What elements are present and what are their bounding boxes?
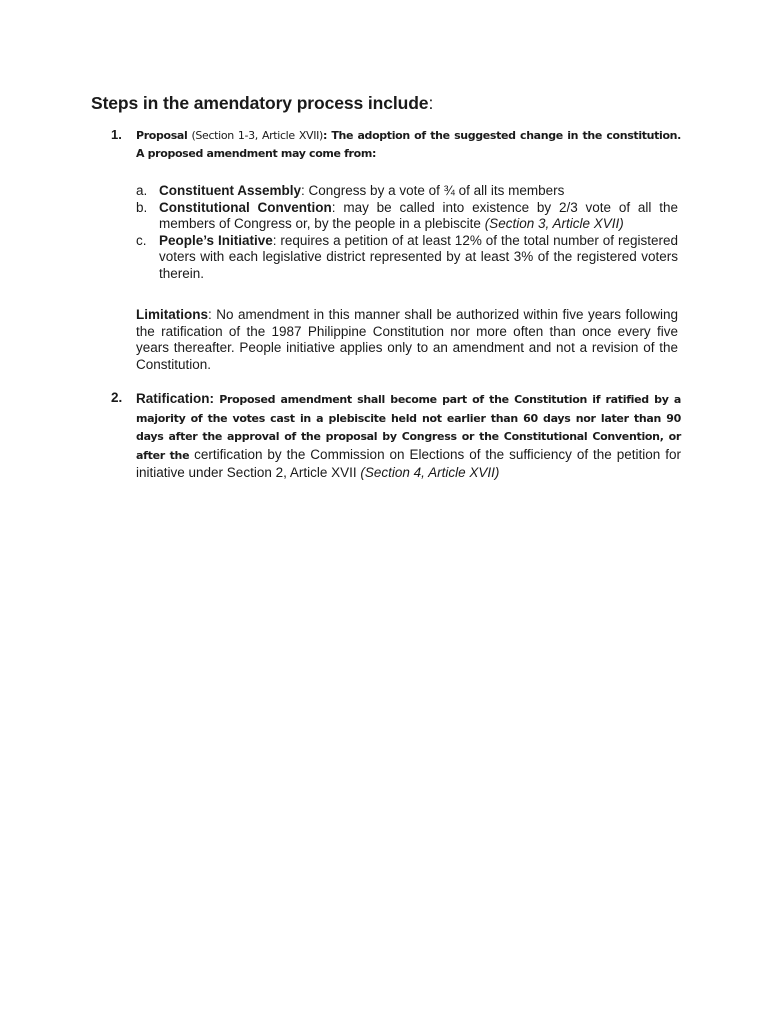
list-item bbox=[136, 233, 678, 283]
limitations-term: Limitations bbox=[136, 307, 209, 322]
list-item-letter: b. bbox=[136, 199, 148, 215]
list-item-letter: c. bbox=[136, 232, 147, 248]
list-item-term: People’s Initiative bbox=[159, 232, 273, 248]
list-item bbox=[136, 183, 678, 200]
limitations-text: : No amendment in this manner shall be authorized within five years following the ratification of the 1987 Philippine Constitution nor more often than once every five years thereafter. People initiative applies only to an amendment and not a revision of the Constitution. bbox=[136, 307, 678, 372]
list-item-term: Constituent Assembly bbox=[159, 183, 302, 198]
list-item-term: Constitutional Convention bbox=[159, 199, 332, 215]
step-proposal bbox=[111, 127, 681, 163]
step-number: 1. bbox=[111, 127, 122, 142]
step-description: : The adoption of the suggested change in the constitution. A proposed amendment may come from: bbox=[136, 129, 681, 160]
list-item-text: : requires a petition of at least 12% of the total number of registered voters with each legislative district represented by at least 3% of the registered voters therein. bbox=[159, 232, 678, 281]
step-bold-description: Proposed amendment shall become part of the Constitution if ratified by a majority of the votes cast in a plebiscite held not earlier than 60 days nor later than 90 days after the approval of the proposal by Congress or the Constitutional Convention, or after the bbox=[136, 393, 681, 462]
heading-colon: : bbox=[428, 93, 434, 113]
step-ratification bbox=[111, 390, 681, 482]
step-label: Ratification: bbox=[136, 391, 215, 406]
limitations-paragraph bbox=[136, 307, 678, 373]
step-ratification-text bbox=[136, 390, 681, 482]
list-item-text: : may be called into existence by 2/3 vote of all the members of Congress or, by the people in a plebiscite bbox=[159, 199, 678, 231]
step-reference: (Section 1-3, Article XVII) bbox=[187, 129, 323, 142]
heading-text: Steps in the amendatory process include bbox=[91, 93, 429, 113]
list-item-text: : Congress by a vote of ¾ of all its members bbox=[301, 183, 565, 198]
list-item-letter: a. bbox=[136, 183, 148, 198]
step-label: Proposal bbox=[136, 129, 188, 142]
step-description: certification by the Commission on Elections of the sufficiency of the petition for initiative under Section 2, Article XVII bbox=[136, 446, 681, 480]
list-item bbox=[136, 200, 678, 233]
step-proposal-text bbox=[136, 127, 681, 163]
proposal-sources-list bbox=[136, 183, 678, 282]
list-item-reference: (Section 3, Article XVII) bbox=[484, 216, 624, 231]
step-reference: (Section 4, Article XVII) bbox=[360, 465, 500, 480]
page-heading bbox=[91, 93, 433, 114]
step-number: 2. bbox=[111, 390, 123, 405]
